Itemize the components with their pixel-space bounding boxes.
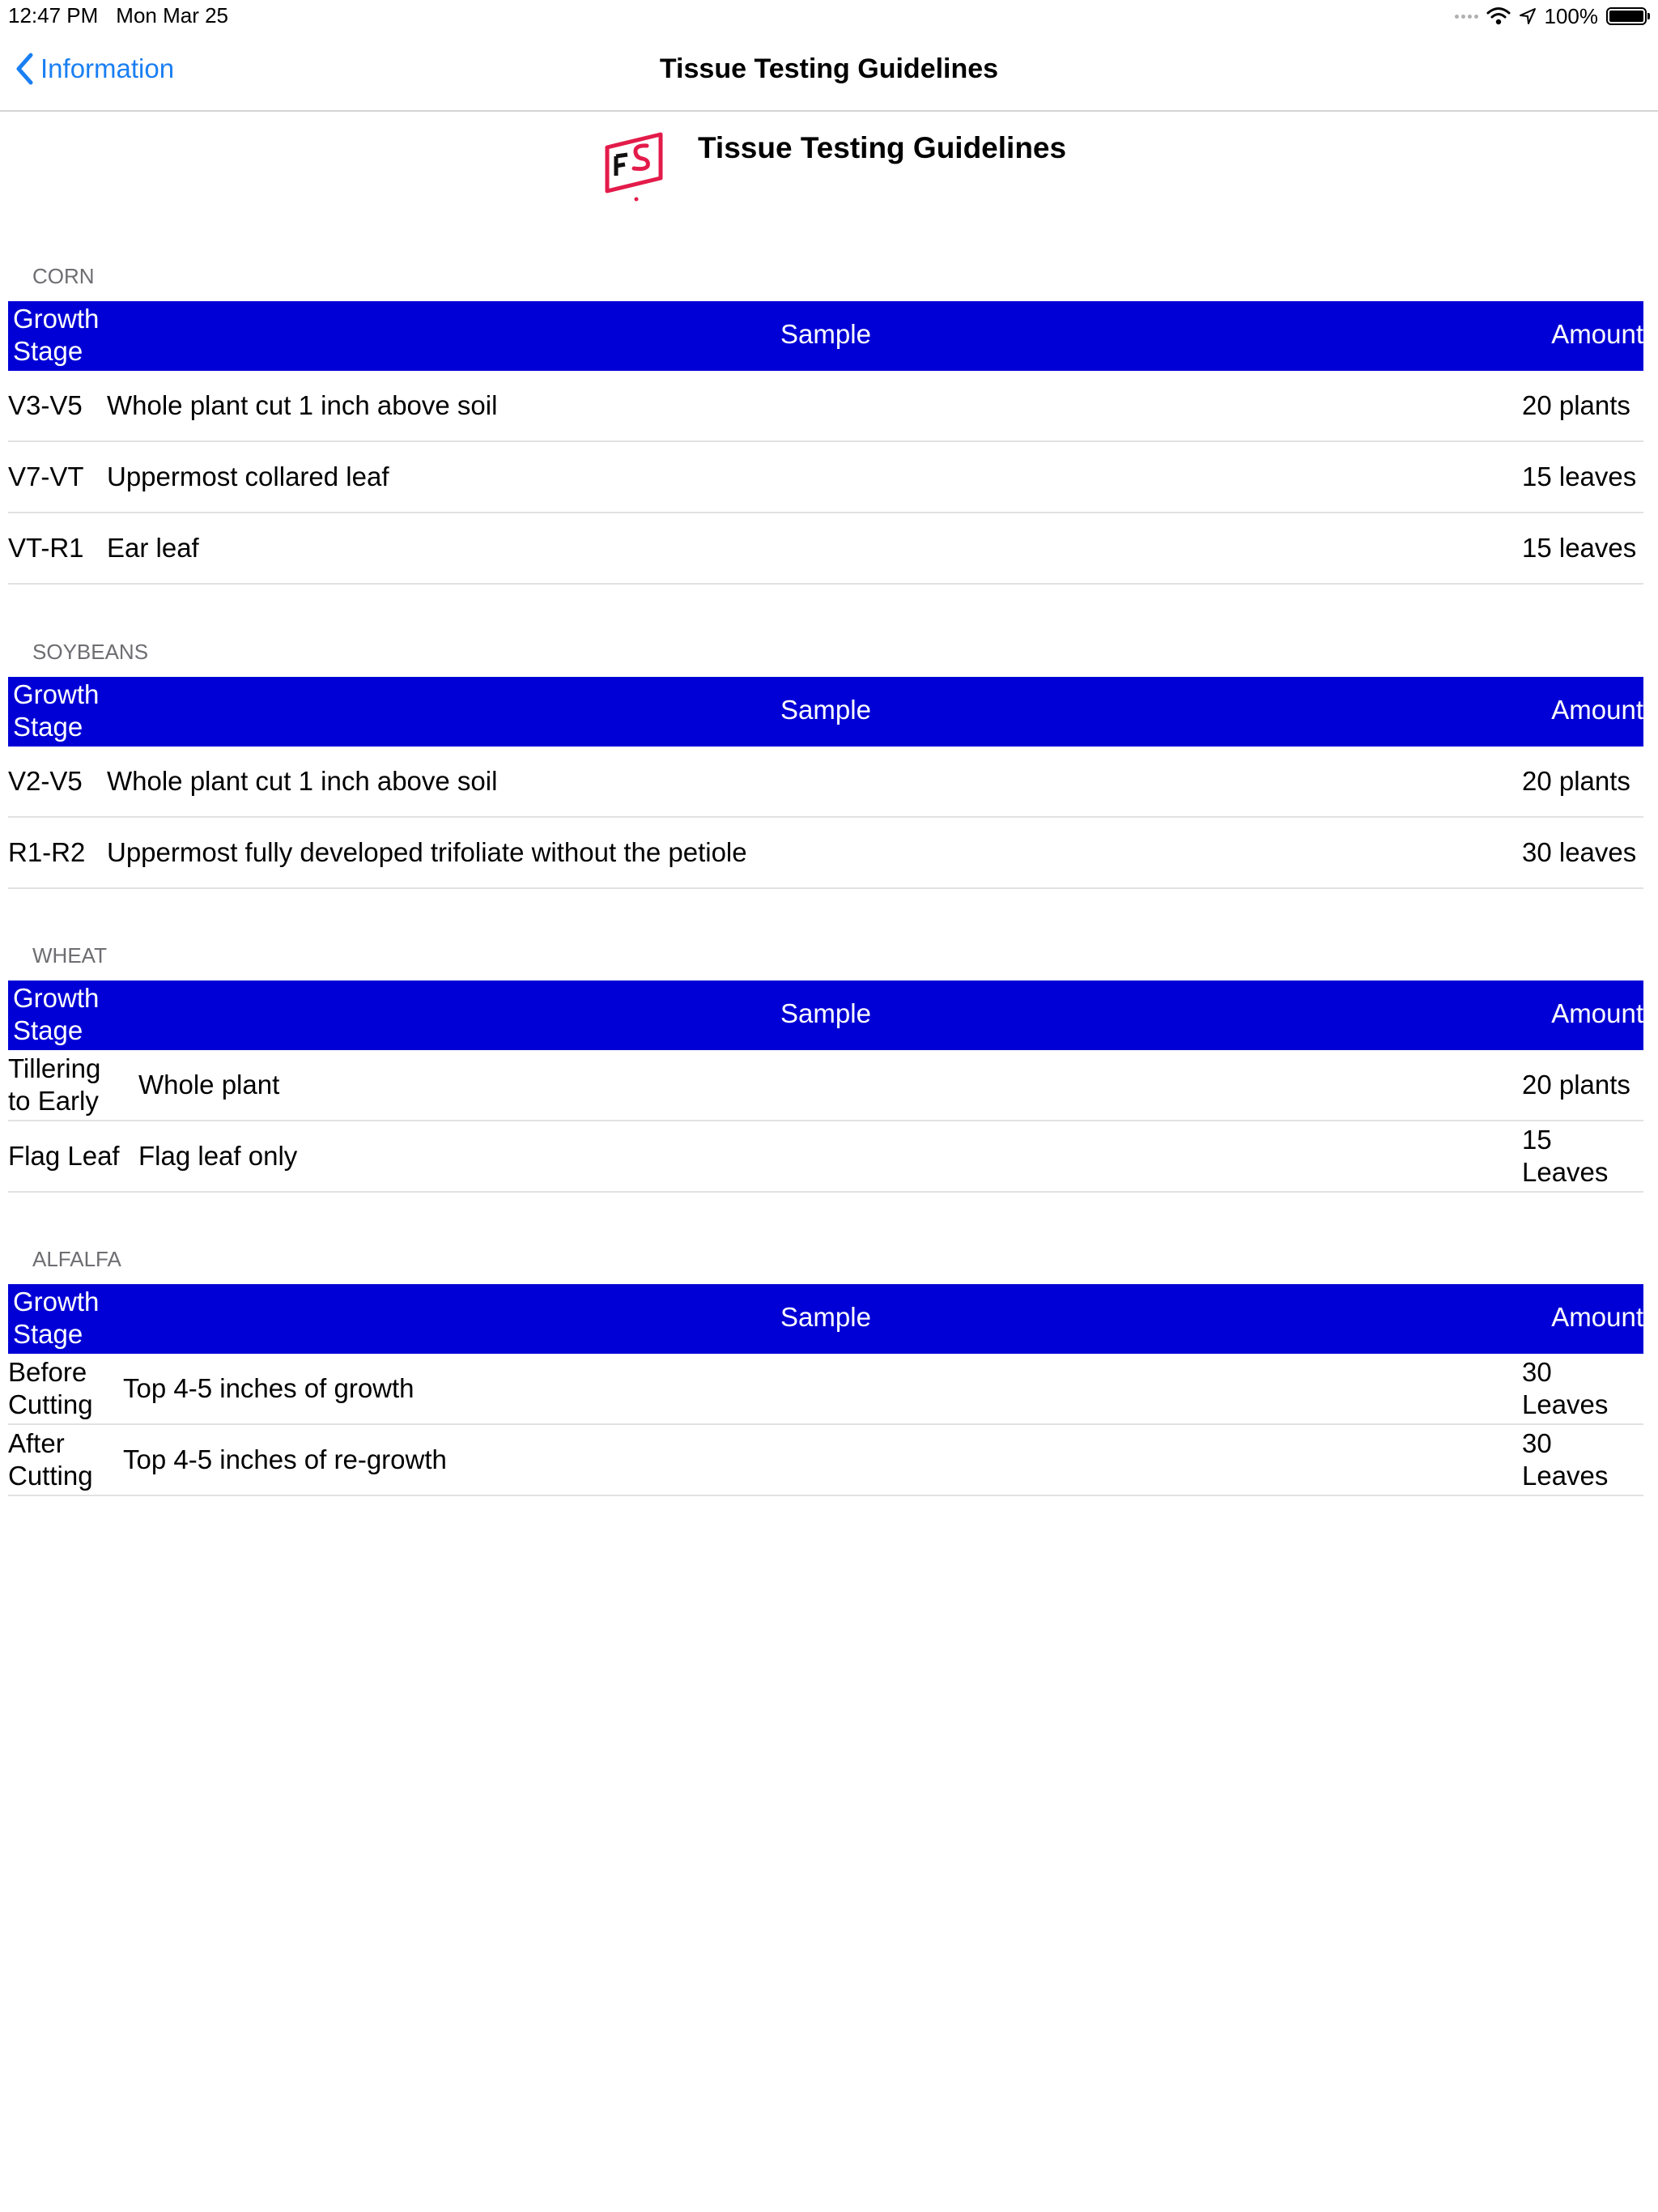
battery-icon bbox=[1606, 7, 1647, 25]
cell-amount: 20 plants bbox=[1522, 390, 1630, 420]
column-header-sample: Sample bbox=[780, 998, 871, 1028]
cell-amount: 30 Leaves bbox=[1522, 1357, 1609, 1419]
cell-growth-stage: V2-V5 bbox=[8, 766, 83, 796]
cell-growth-stage: R1-R2 bbox=[8, 837, 86, 867]
section-label: CORN bbox=[32, 264, 95, 288]
status-left bbox=[8, 3, 228, 28]
section-label: SOYBEANS bbox=[32, 640, 149, 664]
cell-growth-stage: Before Cutting bbox=[8, 1357, 93, 1419]
cell-growth-stage: Flag Leaf bbox=[8, 1141, 120, 1171]
column-header-amount: Amount bbox=[1551, 998, 1643, 1028]
location-arrow-icon bbox=[1519, 7, 1537, 25]
cell-sample: Ear leaf bbox=[107, 533, 199, 563]
table-row bbox=[8, 818, 1643, 889]
column-header-amount: Amount bbox=[1551, 1302, 1643, 1332]
column-header-growth-stage: Growth Stage bbox=[13, 679, 100, 742]
status-time: 12:47 PM bbox=[8, 3, 99, 28]
table-row bbox=[8, 1050, 1643, 1121]
cell-amount: 15 Leaves bbox=[1522, 1125, 1609, 1187]
cell-amount: 30 leaves bbox=[1522, 837, 1637, 867]
cell-sample: Flag leaf only bbox=[138, 1141, 298, 1171]
back-button-label: Information bbox=[40, 53, 175, 83]
table-rows bbox=[8, 1050, 1643, 1193]
table-row bbox=[8, 1354, 1643, 1425]
cell-sample: Whole plant cut 1 inch above soil bbox=[107, 766, 498, 796]
cell-amount: 20 plants bbox=[1522, 1070, 1630, 1100]
section-label: ALFALFA bbox=[32, 1247, 121, 1271]
column-header-amount: Amount bbox=[1551, 695, 1643, 725]
cell-growth-stage: VT-R1 bbox=[8, 533, 84, 563]
table-header-row bbox=[8, 1284, 1643, 1354]
column-header-growth-stage: Growth Stage bbox=[13, 983, 100, 1045]
section-label: WHEAT bbox=[32, 943, 107, 968]
battery-percent: 100% bbox=[1544, 3, 1598, 28]
cell-sample: Top 4-5 inches of growth bbox=[123, 1373, 414, 1403]
fs-logo bbox=[602, 130, 669, 202]
crop-section-wheat bbox=[8, 930, 1643, 1193]
status-bar bbox=[0, 0, 1658, 32]
cellular-signal-icon bbox=[1452, 15, 1478, 19]
page-header bbox=[0, 121, 1658, 202]
table-rows bbox=[8, 371, 1643, 585]
cell-amount: 15 leaves bbox=[1522, 533, 1637, 563]
cell-sample: Uppermost fully developed trifoliate without the petiole bbox=[107, 837, 747, 867]
cell-sample: Uppermost collared leaf bbox=[107, 462, 389, 491]
table-rows bbox=[8, 747, 1643, 889]
crop-section-soybeans bbox=[8, 627, 1643, 889]
cell-sample: Whole plant cut 1 inch above soil bbox=[107, 390, 498, 420]
status-right bbox=[1444, 2, 1647, 30]
cell-amount: 20 plants bbox=[1522, 766, 1630, 796]
table-rows bbox=[8, 1354, 1643, 1496]
table-row bbox=[8, 1121, 1643, 1193]
table-header-row bbox=[8, 677, 1643, 747]
column-header-sample: Sample bbox=[780, 1302, 871, 1332]
column-header-growth-stage: Growth Stage bbox=[13, 304, 100, 366]
status-date: Mon Mar 25 bbox=[116, 3, 229, 28]
cell-sample: Top 4-5 inches of re-growth bbox=[123, 1444, 447, 1474]
table-row bbox=[8, 747, 1643, 818]
cell-growth-stage: Tillering to Early bbox=[8, 1053, 101, 1116]
page-title: Tissue Testing Guidelines bbox=[698, 131, 1067, 164]
table-row bbox=[8, 371, 1643, 442]
table-header-row bbox=[8, 301, 1643, 371]
column-header-amount: Amount bbox=[1551, 319, 1643, 349]
navigation-bar bbox=[0, 32, 1658, 112]
nav-title: Tissue Testing Guidelines bbox=[659, 53, 999, 84]
cell-sample: Whole plant bbox=[138, 1070, 280, 1100]
cell-growth-stage: After Cutting bbox=[8, 1428, 93, 1491]
cell-growth-stage: V7-VT bbox=[8, 462, 84, 491]
cell-amount: 30 Leaves bbox=[1522, 1428, 1609, 1491]
cell-amount: 15 leaves bbox=[1522, 462, 1637, 491]
crop-section-corn bbox=[8, 251, 1643, 585]
table-row bbox=[8, 442, 1643, 513]
column-header-growth-stage: Growth Stage bbox=[13, 1287, 100, 1349]
column-header-sample: Sample bbox=[780, 695, 871, 725]
table-header-row bbox=[8, 981, 1643, 1050]
table-row bbox=[8, 513, 1643, 585]
cell-growth-stage: V3-V5 bbox=[8, 390, 83, 420]
table-row bbox=[8, 1425, 1643, 1496]
wifi-icon bbox=[1486, 6, 1511, 26]
column-header-sample: Sample bbox=[780, 319, 871, 349]
crop-section-alfalfa bbox=[8, 1234, 1643, 1496]
